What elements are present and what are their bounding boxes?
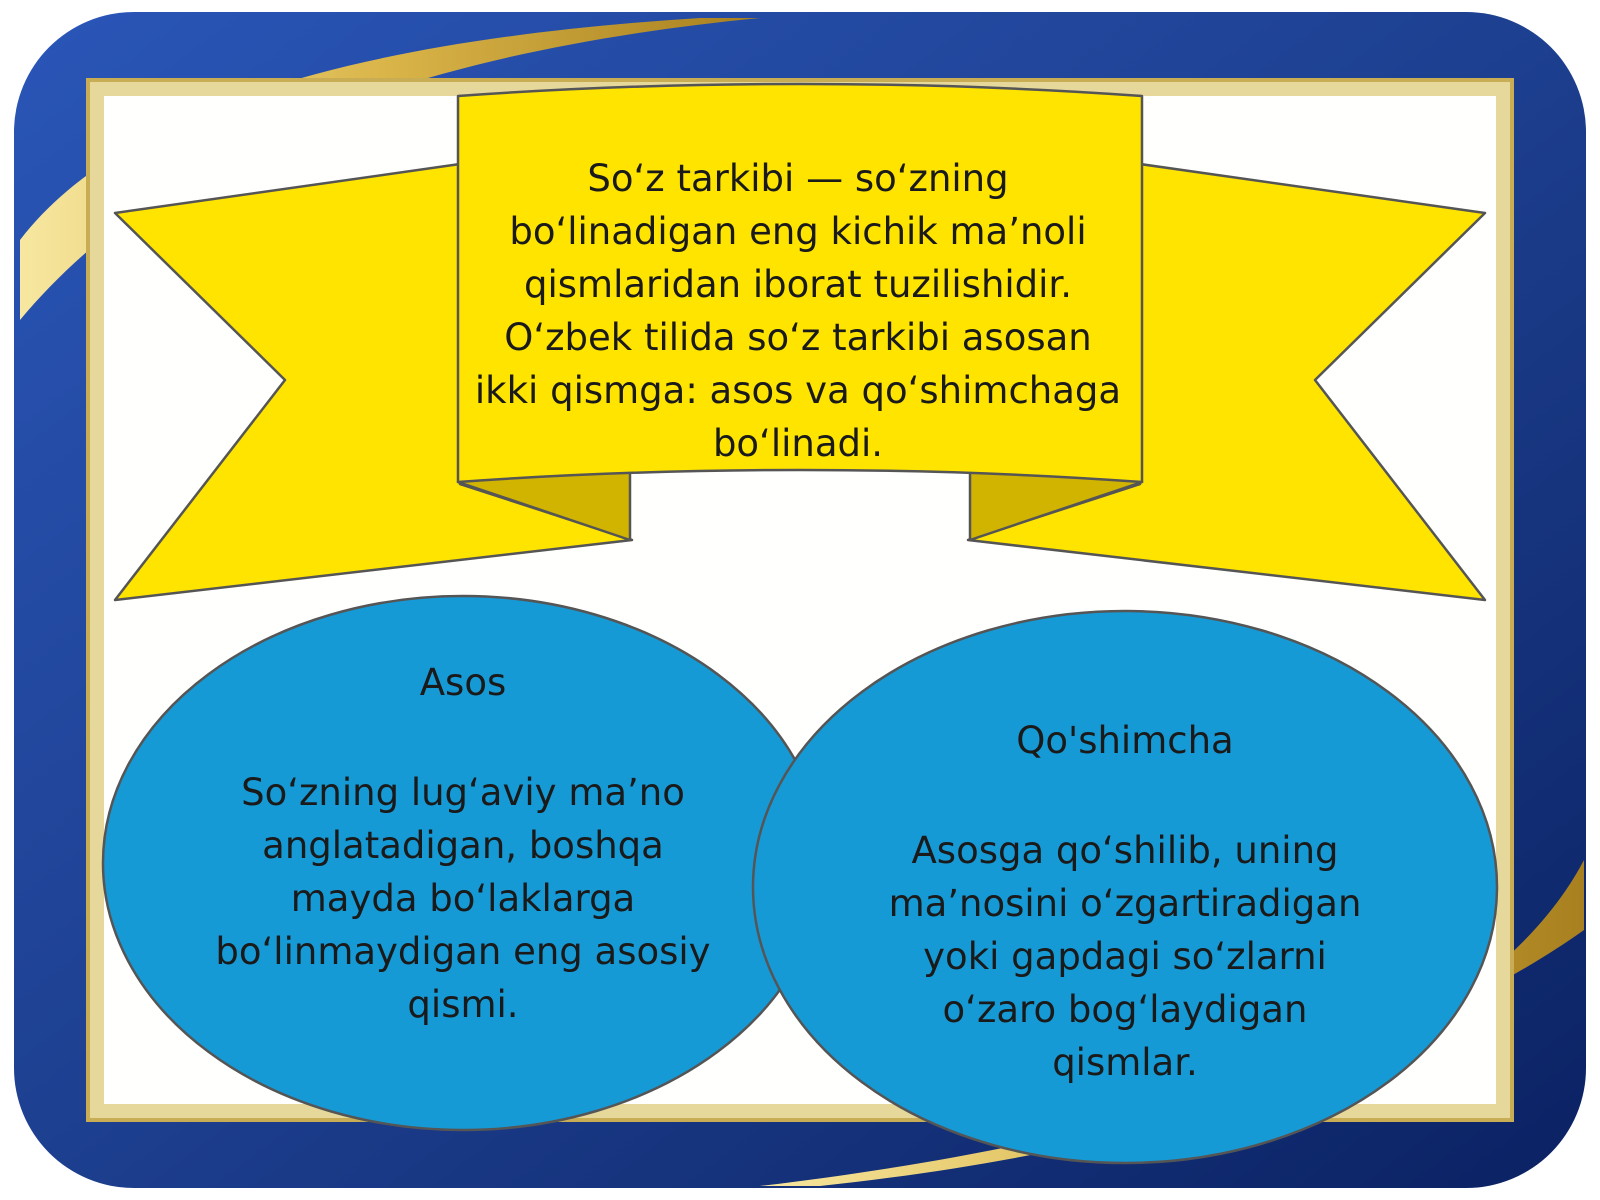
qoshimcha-title: Qo'shimcha (1016, 719, 1234, 762)
banner-definition-text: So‘z tarkibi — so‘zning bo‘linadigan eng kichik ma’noli qismlaridan iborat tuzilishidir. O‘zbek tilida so‘z tarkibi asosan ikki qismga: asos va qo‘shimchaga bo‘linadi. (474, 157, 1122, 465)
qoshimcha-description: Asosga qo‘shilib, uning ma’nosini o‘zgartiradigan yoki gapdagi so‘zlarni o‘zaro bog‘laydigan qismlar. (888, 829, 1362, 1084)
asos-title: Asos (419, 661, 507, 704)
asos-description: So‘zning lug‘aviy ma’no anglatadigan, boshqa mayda bo‘laklarga bo‘linmaydigan eng asosiy qismi. (215, 771, 711, 1026)
